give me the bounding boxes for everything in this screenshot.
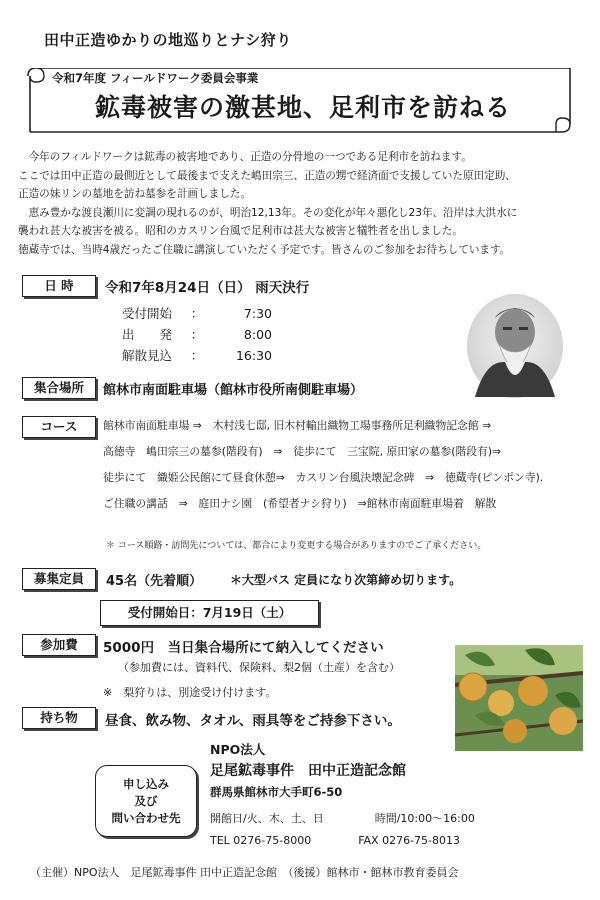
sponsor-footer: （主催）NPO法人 足尾鉱毒事件 田中正造記念館 （後援）館林市・館林市教育委員会: [30, 866, 459, 879]
contact-box-line: 申し込み: [123, 777, 169, 791]
items-label: 持ち物: [22, 707, 96, 729]
course-label: コース: [22, 416, 96, 438]
fee-amount: 5000円 当日集合場所にて納入してください: [103, 640, 384, 656]
intro-line: ここでは田中正造の最側近として最後まで支えた嶋田宗三、正造の甥で経済面で支援していた原田定助、: [18, 169, 516, 182]
items-text: 昼食、飲み物、タオル、雨具等をご持参下さい。: [105, 713, 401, 729]
portrait-photo: [465, 292, 565, 400]
intro-line: 恵み豊かな渡良瀬川に変調の現れるのが、明治12,13年。その変化が年々悪化し23年、沿岸は大洪水に: [28, 206, 518, 219]
intro-text: [18, 148, 583, 260]
course-line: 高徳寺 嶋田宗三の墓参(階段有) ⇒ 徒歩にて 三宝院, 原田家の墓参(階段有)⇒: [103, 445, 502, 458]
intro-line: 正造の妹リンの墓地を訪ね墓参を計画しました。: [18, 188, 252, 201]
schedule-item: 解散見込 ： 16:30: [122, 348, 272, 363]
course-line: ご住職の講話 ⇒ 庭田ナシ園 (希望者ナシ狩り) ⇒館林市南面駐車場着 解散: [103, 497, 497, 510]
course-route: [103, 413, 583, 517]
event-date: 令和7年8月24日（日） 雨天決行: [105, 280, 310, 296]
fax-number: FAX 0276-75-8013: [358, 834, 461, 847]
banner-organizer: 令和7年度 フィールドワーク委員会事業: [52, 71, 259, 85]
banner-title: 鉱毒被害の激甚地、足利市を訪ねる: [94, 93, 511, 122]
org-address: 群馬県館林市大手町6-50: [210, 785, 343, 799]
contact-box-line: 問い合わせ先: [111, 811, 181, 825]
fee-includes: （参加費には、資料代、保険料、梨2個（土産）を含む）: [118, 661, 400, 674]
org-opening: [210, 810, 475, 826]
course-note: ＊ コース順路・訪問先については、都合により変更する場合がありますのでご了承ください。: [106, 541, 487, 551]
schedule-label: 日 時: [22, 275, 96, 297]
open-days: 開館日/火、木、土、日: [210, 812, 324, 825]
course-line: 館林市南面駐車場 ⇒ 木村浅七邸, 旧木村輸出織物工場事務所足利織物記念館 ⇒: [103, 419, 492, 432]
contact-box-line: 及び: [134, 794, 158, 808]
tel-number: TEL 0276-75-8000: [210, 834, 312, 847]
capacity-label: 募集定員: [22, 568, 96, 590]
meeting-label: 集合場所: [22, 377, 96, 399]
intro-line: 今年のフィルドワークは鉱毒の被害地であり、正造の分骨地の一つである足利市を訪ねます。: [28, 151, 472, 163]
org-name: 足尾鉱毒事件 田中正造記念館: [210, 763, 406, 779]
pear-note: ※ 梨狩りは、別途受け付けます。: [103, 686, 277, 699]
organization-info: [210, 740, 475, 847]
fee-label: 参加費: [22, 634, 96, 656]
course-line: 徒歩にて 織姫公民館にて昼食休憩⇒ カスリン台風決壊記念碑 ⇒ 徳蔵寺(ピンポン寺).: [103, 471, 544, 484]
org-type: NPO法人: [210, 742, 266, 757]
open-hours: 時間/10:00～16:00: [374, 812, 475, 825]
pear-photo: [455, 645, 583, 751]
meeting-place: 館林市南面駐車場（館林市役所南側駐車場）: [103, 383, 364, 398]
contact-box: [95, 765, 197, 837]
capacity-note: ＊大型バス 定員になり次第締め切ります。: [230, 573, 462, 587]
reception-date: 受付開始日：7月19日（土）: [100, 600, 319, 626]
schedule-item: 出 発 ： 8:00: [122, 327, 272, 342]
capacity-count: 45名（先着順）: [106, 574, 203, 589]
schedule-item: 受付開始 ： 7:30: [122, 306, 272, 321]
org-phone-fax: [210, 834, 475, 847]
intro-line: 襲われ甚大な被害を被る。昭和のカスリン台風で足利市は甚大な被害と犠牲者を出しました。: [18, 225, 463, 238]
event-subtitle: 田中正造ゆかりの地巡りとナシ狩り: [44, 31, 292, 49]
intro-line: 徳蔵寺では、当時4歳だったご住職に講演していただく予定です。皆さんのご参加をお待ちしています。: [18, 243, 511, 256]
